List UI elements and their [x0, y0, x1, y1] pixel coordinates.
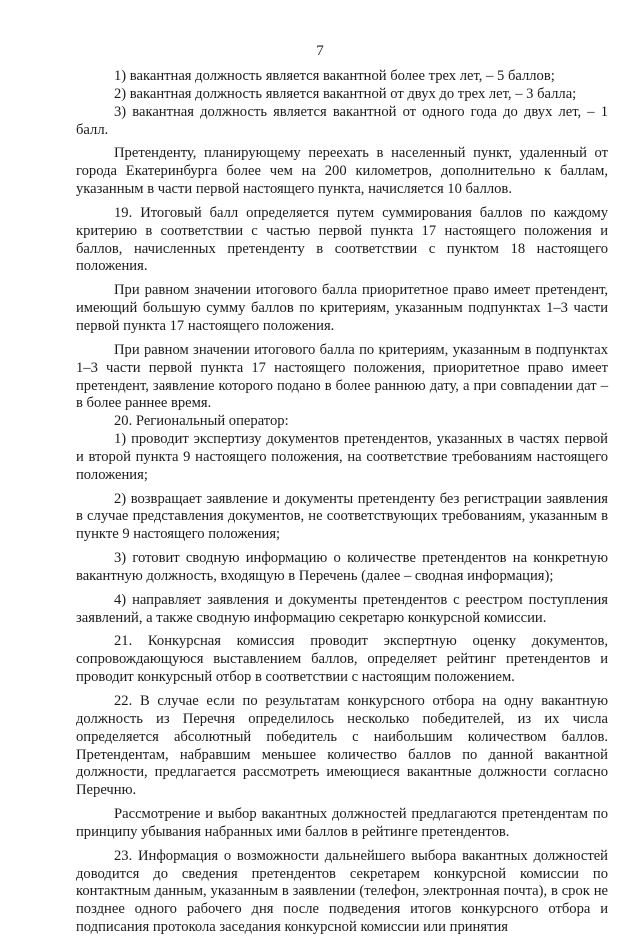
paragraph-20-item-3: 3) готовит сводную информацию о количестве претендентов на конкретную вакантную должность, входящую в Перечень (далее – сводная информация);	[76, 550, 608, 584]
paragraph-section-23: 23. Информация о возможности дальнейшего выбора вакантных должностей доводится до сведения претендентов секретарем конкурсной комиссии по контактным данным, указанным в заявлении (телефон, электронная почта), в срок не позднее одного рабочего дня после подведения итогов конкурсного отбора и подписания протокола заседания конкурсной комиссии или принятия	[76, 847, 608, 936]
paragraph-section-20: 20. Региональный оператор:	[114, 413, 289, 430]
paragraph-section-21: 21. Конкурсная комиссия проводит экспертную оценку документов, сопровождающуюся выставлением баллов, определяет рейтинг претендентов и проводит конкурсный отбор в соответствии с настоящим положением.	[76, 633, 608, 686]
paragraph-priority-total: При равном значении итогового балла приоритетное право имеет претендент, имеющий большую сумму баллов по критериям, указанным подпунктах 1–3 части первой пункта 17 настоящего положения.	[76, 282, 608, 334]
document-body	[76, 68, 608, 937]
paragraph-20-item-4: 4) направляет заявления и документы претендентов с реестром поступления заявлений, а также сводную информацию секретарю конкурсной комиссии.	[76, 591, 608, 626]
paragraph-20-item-1: 1) проводит экспертизу документов претендентов, указанных в частях первой и второй пункта 9 настоящего положения, на соответствие требованиям настоящего положения;	[76, 431, 608, 483]
paragraph-priority-date: При равном значении итогового балла по критериям, указанным в подпунктах 1–3 части первой пункта 17 настоящего положения, приоритетное право имеет претендент, заявление которого подано в более раннюю дату, а при совпадении дат – в более раннее время.	[76, 341, 608, 412]
paragraph-points-3: 2) вакантная должность является вакантной от двух до трех лет, – 3 балла;	[114, 85, 577, 102]
paragraph-20-item-2: 2) возвращает заявление и документы претенденту без регистрации заявления в случае представления документов, не соответствующих требованиям, указанным в пункте 9 настоящего положения;	[76, 490, 608, 543]
page-number: 7	[316, 43, 324, 59]
paragraph-points-1: 3) вакантная должность является вакантной от одного года до двух лет, – 1 балл.	[76, 103, 608, 138]
paragraph-section-22: 22. В случае если по результатам конкурсного отбора на одну вакантную должность из Перечня определилось несколько победителей, из их числа определяется абсолютный победитель с наибольшим количеством баллов. Претендентам, набравшим меньшее количество баллов по данной вакантной должности, предлагается рассмотреть имеющиеся вакантные должности согласно Перечню.	[76, 693, 608, 799]
paragraph-points-5: 1) вакантная должность является вакантной более трех лет, – 5 баллов;	[114, 68, 555, 84]
paragraph-section-19: 19. Итоговый балл определяется путем суммирования баллов по каждому критерию в соответствии с частью первой пункта 17 настоящего положения и баллов, начисленных претенденту в соответствии с пунктом 18 настоящего положения.	[76, 204, 608, 275]
paragraph-selection-order: Рассмотрение и выбор вакантных должностей предлагаются претендентам по принципу убывания набранных ими баллов в рейтинге претендентов.	[76, 806, 608, 840]
paragraph-relocation-bonus: Претенденту, планирующему переехать в населенный пункт, удаленный от города Екатеринбурга более чем на 200 километров, дополнительно к баллам, указанным в части первой настоящего пункта, начисляется 10 баллов.	[76, 145, 608, 198]
